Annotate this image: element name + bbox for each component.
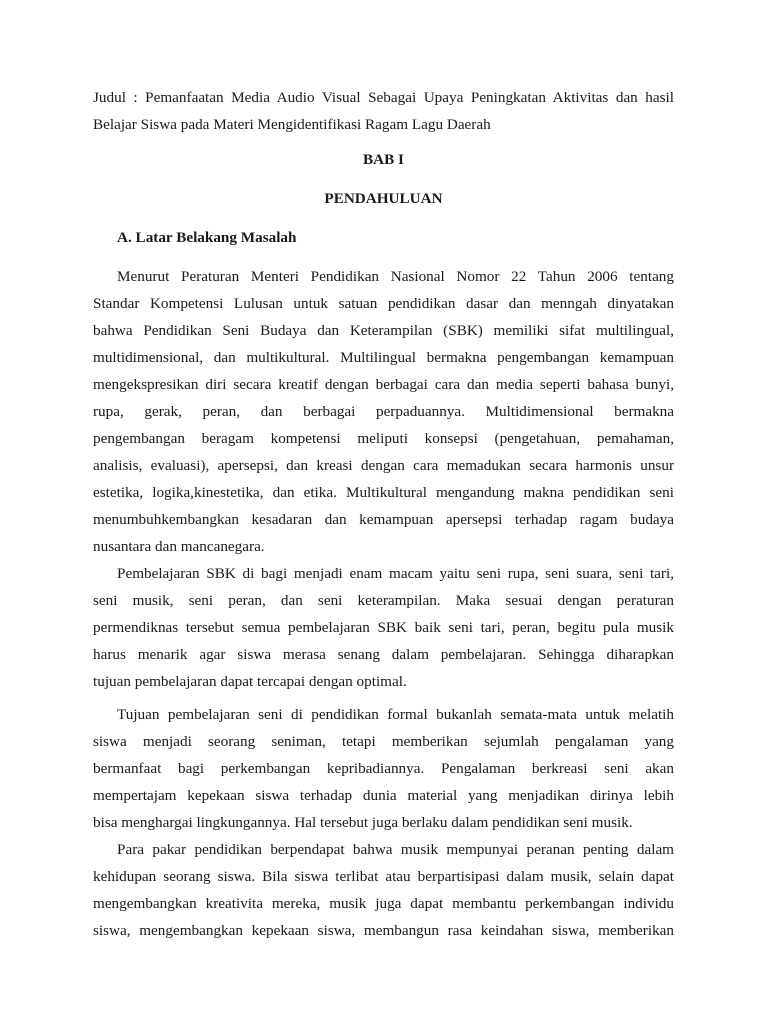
paragraph-line: Para pakar pendidikan berpendapat bahwa musik mempunyai peranan penting dalam: [117, 841, 674, 858]
paragraph-4: [93, 836, 674, 944]
paragraph-line: Pembelajaran SBK di bagi menjadi enam macam yaitu seni rupa, seni suara, seni tari,: [117, 565, 674, 582]
paragraph-line: mempertajam kepekaan siswa terhadap dunia material yang menjadikan dirinya lebih: [93, 787, 674, 804]
paragraph-1: [93, 263, 674, 560]
paragraph-line: permendiknas tersebut semua pembelajaran SBK baik seni tari, peran, begitu pula musik: [93, 619, 674, 636]
paragraph-line: analisis, evaluasi), apersepsi, dan kreasi dengan cara memadukan secara harmonis unsur: [93, 457, 674, 474]
paragraph-3: [93, 701, 674, 836]
title-line-1: Judul : Pemanfaatan Media Audio Visual Sebagai Upaya Peningkatan Aktivitas dan hasil: [93, 89, 674, 106]
chapter-name: PENDAHULUAN: [324, 190, 443, 207]
paragraph-line: bermanfaat bagi perkembangan kepribadiannya. Pengalaman berkreasi seni akan: [93, 760, 674, 777]
paragraph-2: [93, 560, 674, 695]
section-heading: A. Latar Belakang Masalah: [117, 229, 297, 246]
paragraph-line: siswa, mengembangkan kepekaan siswa, membangun rasa keindahan siswa, memberikan: [93, 922, 674, 939]
paragraph-line: rupa, gerak, peran, dan berbagai perpaduannya. Multidimensional bermakna: [93, 403, 674, 420]
paragraph-line: Menurut Peraturan Menteri Pendidikan Nasional Nomor 22 Tahun 2006 tentang: [117, 268, 674, 285]
paragraph-line: Tujuan pembelajaran seni di pendidikan formal bukanlah semata-mata untuk melatih: [117, 706, 674, 723]
paragraph-line: Standar Kompetensi Lulusan untuk satuan pendidikan dasar dan menngah dinyatakan: [93, 295, 674, 312]
chapter-number: BAB I: [363, 151, 404, 168]
paragraph-line: menumbuhkembangkan kesadaran dan kemampuan apersepsi terhadap ragam budaya: [93, 511, 674, 528]
paragraph-line: estetika, logika,kinestetika, dan etika. Multikultural mengandung makna pendidikan seni: [93, 484, 674, 501]
paragraph-line: seni musik, seni peran, dan seni keterampilan. Maka sesuai dengan peraturan: [93, 592, 674, 609]
title-line-2: Belajar Siswa pada Materi Mengidentifikasi Ragam Lagu Daerah: [93, 116, 491, 133]
paragraph-line: bisa menghargai lingkungannya. Hal tersebut juga berlaku dalam pendidikan seni musik.: [93, 814, 633, 831]
paragraph-line: multidimensional, dan multikultural. Multilingual bermakna pengembangan kemampuan: [93, 349, 674, 366]
paragraph-line: kehidupan seorang siswa. Bila siswa terlibat atau berpartisipasi dalam musik, selain dapat: [93, 868, 674, 885]
paragraph-line: nusantara dan mancanegara.: [93, 538, 265, 555]
paragraph-line: harus menarik agar siswa merasa senang dalam pembelajaran. Sehingga diharapkan: [93, 646, 674, 663]
paragraph-line: tujuan pembelajaran dapat tercapai dengan optimal.: [93, 673, 407, 690]
paragraph-line: mengekspresikan diri secara kreatif dengan berbagai cara dan media seperti bahasa bunyi,: [93, 376, 674, 393]
paragraph-line: siswa menjadi seorang seniman, tetapi memberikan sejumlah pengalaman yang: [93, 733, 674, 750]
paragraph-line: bahwa Pendidikan Seni Budaya dan Keterampilan (SBK) memiliki sifat multilingual,: [93, 322, 674, 339]
paragraph-line: mengembangkan kreativita mereka, musik juga dapat membantu perkembangan individu: [93, 895, 674, 912]
paragraph-line: pengembangan beragam kompetensi meliputi konsepsi (pengetahuan, pemahaman,: [93, 430, 674, 447]
